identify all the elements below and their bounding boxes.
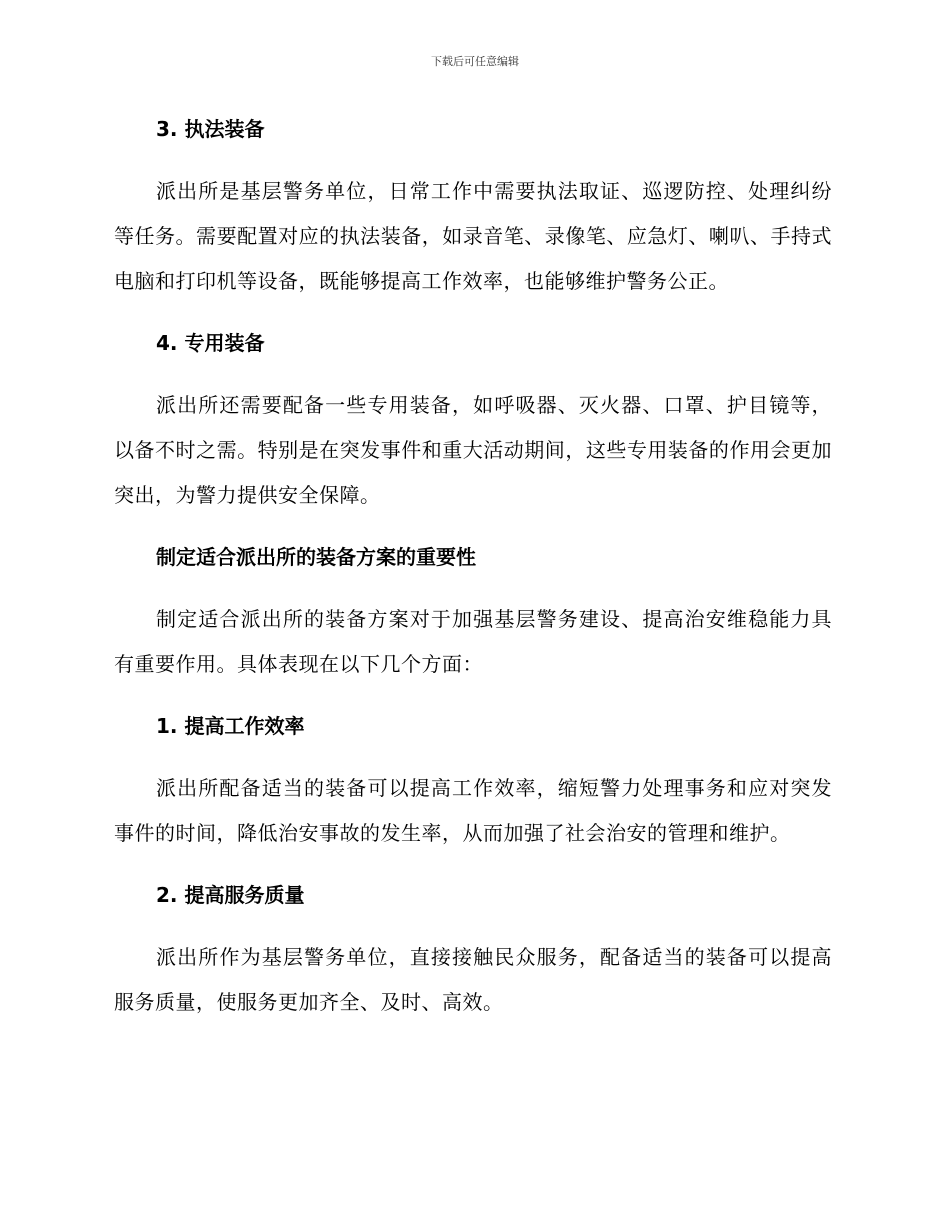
paragraph-law-enforcement-equipment: 派出所是基层警务单位，日常工作中需要执法取证、巡逻防控、处理纠纷等任务。需要配置对应的执法装备，如录音笔、录像笔、应急灯、喇叭、手持式电脑和打印机等设备，既能够提高工作效率，也能够维护警务公正。 bbox=[114, 179, 832, 293]
page-header: 下载后可任意编辑 bbox=[431, 55, 519, 68]
section-heading-law-enforcement-equipment: 3. 执法装备 bbox=[156, 117, 265, 141]
paragraph-importance: 制定适合派出所的装备方案对于加强基层警务建设、提高治安维稳能力具有重要作用。具体表现在以下几个方面： bbox=[114, 607, 832, 676]
paragraph-efficiency: 派出所配备适当的装备可以提高工作效率，缩短警力处理事务和应对突发事件的时间，降低治安事故的发生率，从而加强了社会治安的管理和维护。 bbox=[114, 776, 832, 845]
document-body bbox=[114, 112, 832, 1025]
section-heading-special-equipment: 4. 专用装备 bbox=[156, 331, 265, 355]
section-heading-service-quality: 2. 提高服务质量 bbox=[156, 883, 305, 907]
section-heading-importance: 制定适合派出所的装备方案的重要性 bbox=[156, 545, 476, 569]
paragraph-special-equipment: 派出所还需要配备一些专用装备，如呼吸器、灭火器、口罩、护目镜等，以备不时之需。特别是在突发事件和重大活动期间，这些专用装备的作用会更加突出，为警力提供安全保障。 bbox=[114, 393, 832, 507]
section-heading-efficiency: 1. 提高工作效率 bbox=[156, 714, 305, 738]
paragraph-service-quality: 派出所作为基层警务单位，直接接触民众服务，配备适当的装备可以提高服务质量，使服务更加齐全、及时、高效。 bbox=[114, 945, 832, 1014]
